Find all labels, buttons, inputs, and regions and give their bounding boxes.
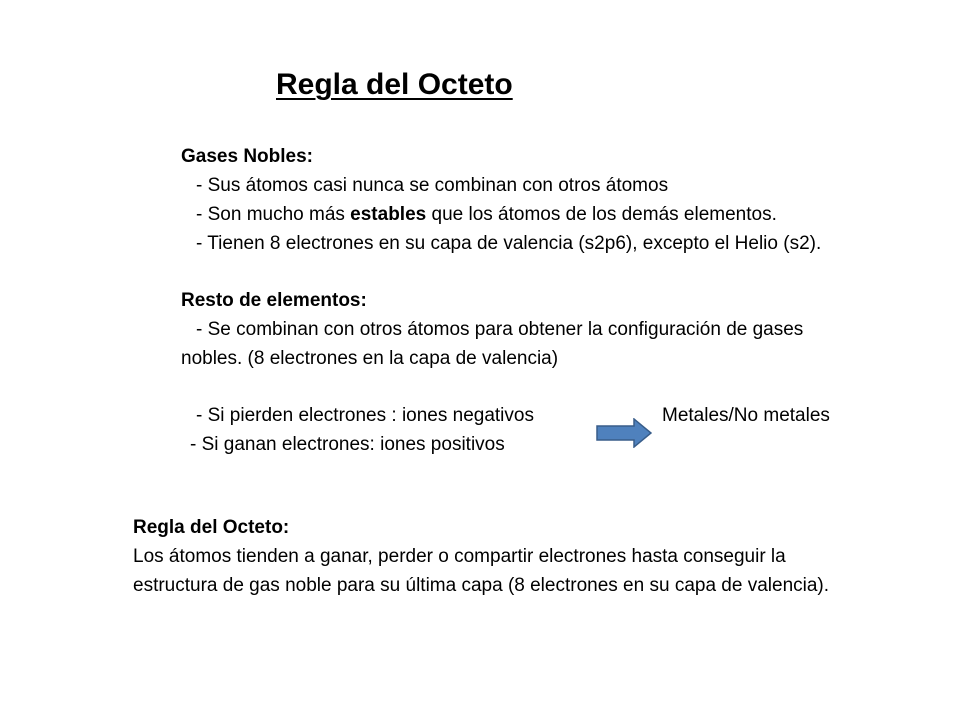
ions-positive-line: - Si ganan electrones: iones positivos (190, 434, 505, 455)
metals-nonmetals-label: Metales/No metales (662, 405, 830, 426)
octet-rule-line-2: estructura de gas noble para su última capa (8 electrones en su capa de valencia). (133, 575, 830, 596)
noble-gases-line-2-b: que los átomos de los demás elementos. (426, 204, 777, 225)
slide-title: Regla del Octeto (276, 68, 513, 101)
other-elements-line-1: - Se combinan con otros átomos para obtener la configuración de gases (196, 319, 804, 340)
right-arrow-icon (596, 418, 652, 448)
noble-gases-line-2-bold: estables (350, 204, 427, 225)
noble-gases-line-3: - Tienen 8 electrones en su capa de valencia (s2p6), excepto el Helio (s2). (196, 233, 822, 254)
octet-rule-heading: Regla del Octeto: (133, 517, 290, 538)
noble-gases-line-1: - Sus átomos casi nunca se combinan con otros átomos (196, 175, 669, 196)
octet-rule-line-1: Los átomos tienden a ganar, perder o compartir electrones hasta conseguir la (133, 546, 786, 567)
noble-gases-heading: Gases Nobles: (181, 146, 313, 167)
noble-gases-line-2-a: - Son mucho más (196, 204, 351, 225)
ions-negative-line: - Si pierden electrones : iones negativos (196, 405, 534, 426)
other-elements-line-2: nobles. (8 electrones en la capa de valencia) (181, 348, 559, 369)
noble-gases-line-2 (196, 203, 777, 227)
other-elements-heading: Resto de elementos: (181, 290, 367, 311)
